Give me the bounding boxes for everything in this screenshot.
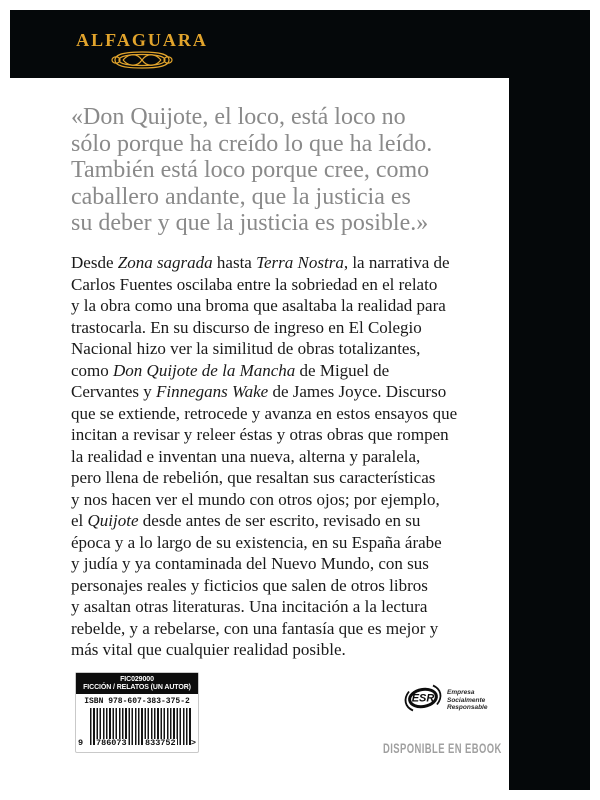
ebook-availability-label: DISPONIBLE EN EBOOK (383, 741, 502, 756)
isbn-label: ISBN 978-607-383-375-2 (84, 696, 190, 706)
esr-logo (403, 681, 487, 715)
ean-digit-group-2: 833752 (145, 737, 176, 748)
barcode-header (76, 673, 198, 694)
spine (509, 10, 590, 790)
bisac-category: FICCIÓN / RELATOS (UN AUTOR) (83, 683, 191, 691)
esr-emblem-icon (403, 681, 443, 715)
barcode-block (75, 672, 199, 753)
barcode-bars (78, 708, 196, 748)
ean-prefix-digit: 9 (78, 737, 84, 748)
pull-quote: «Don Quijote, el loco, está loco no sólo porque ha creído lo que ha leído. También está loco porque cree, como caballero andante, que la justicia es su deber y que la justicia es posible.» (71, 104, 433, 236)
alfaguara-knot-icon (70, 50, 214, 75)
esr-abbr: ESR (411, 692, 435, 705)
back-cover (10, 10, 590, 790)
bisac-code: FIC029000 (120, 676, 154, 683)
ean-quiet-zone-arrow: > (190, 737, 196, 748)
esr-tagline: Empresa Socialmente Responsable (447, 689, 488, 711)
ean-digit-group-1: 786073 (96, 737, 127, 748)
publisher-wordmark: ALFAGUARA (76, 30, 208, 50)
publisher-logo (70, 30, 214, 75)
synopsis-text: Desde Zona sagrada hasta Terra Nostra, la narrativa de Carlos Fuentes oscilaba entre la sobriedad en el relato y la obra como una broma que asaltaba la realidad para trastocarla. En su discurso de ingreso en El Colegio Nacional hizo ver la similitud de obras totalizantes, como Don Quijote de la Mancha de Miguel de Cervantes y Finnegans Wake de James Joyce. Discurso que se extiende, retrocede y avanza en estos ensayos que incitan a revisar y releer éstas y otras obras que rompen la realidad e inventan una nueva, alterna y paralela, pero llena de rebelión, que resaltan sus características y nos hacen ver el mundo con otros ojos; por ejemplo, el Quijote desde antes de ser escrito, revisado en su época y a lo largo de su existencia, en su España árabe y judía y ya contaminada del Nuevo Mundo, con sus personajes reales y ficticios que salen de otros libros y asaltan otras literaturas. Una incitación a la lectura rebelde, y a rebelarse, con una fantasía que es mejor y más vital que cualquier realidad posible. (71, 253, 458, 659)
